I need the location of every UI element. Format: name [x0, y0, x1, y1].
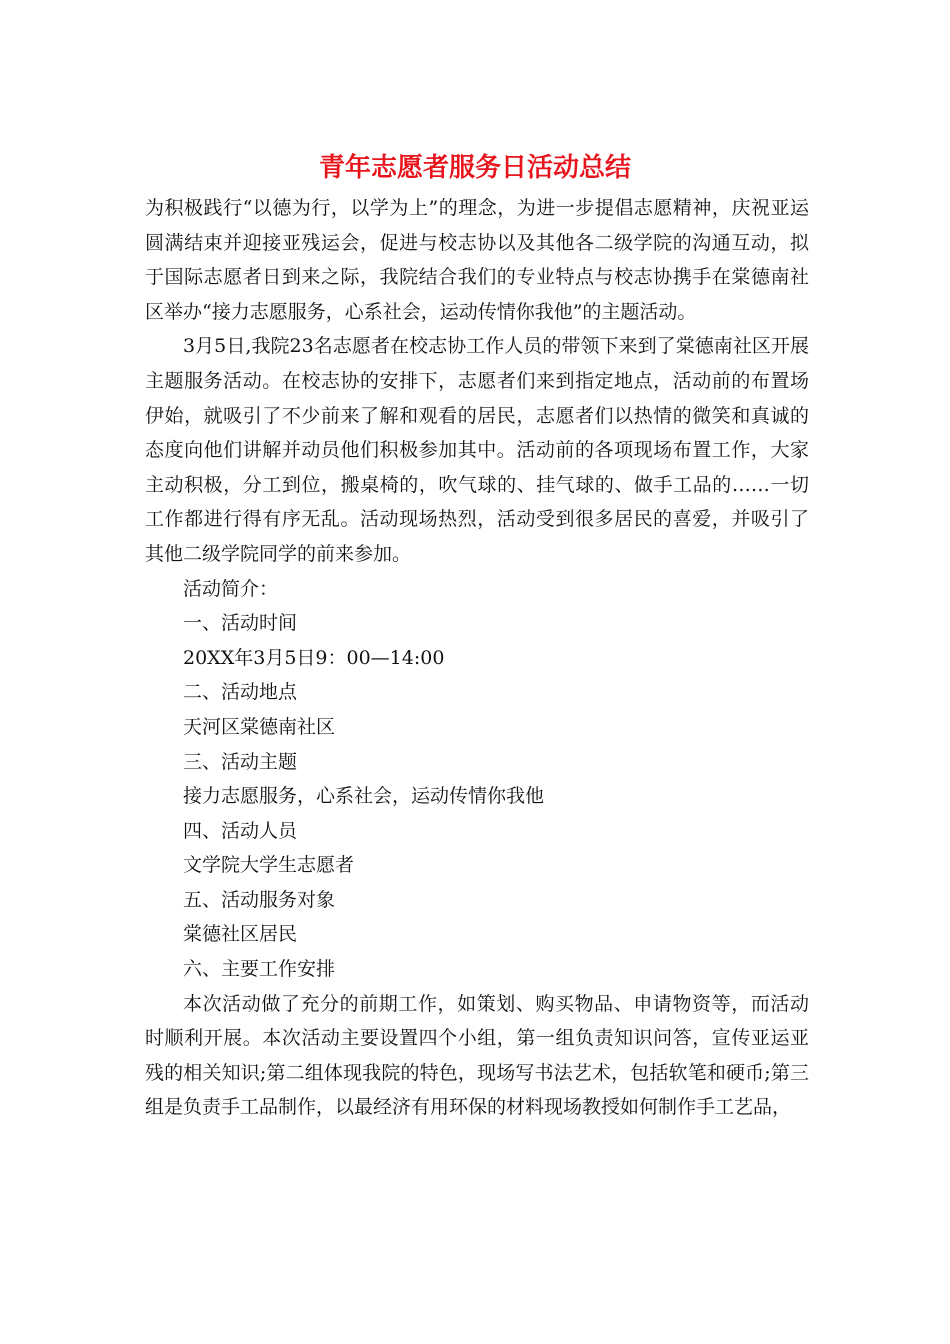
activity-paragraph: 3月5日,我院23名志愿者在校志协工作人员的带领下来到了棠德南社区开展主题服务活动。在校志协的安排下，志愿者们来到指定地点，活动前的布置场伊始，就吸引了不少前来了解和观看的居民，志愿者们以热情的微笑和真诚的态度向他们讲解并动员他们积极参加其中。活动前的各项现场布置工作，大家主动积极，分工到位，搬桌椅的，吹气球的、挂气球的、做手工品的……一切工作都进行得有序无乱。活动现场热烈，活动受到很多居民的喜爱，并吸引了其他二级学院同学的前来参加。 — [145, 335, 809, 565]
intro-paragraph: 为积极践行“以德为行，以学为上”的理念，为进一步提倡志愿精神，庆祝亚运圆满结束并迎接亚残运会，促进与校志协以及其他各二级学院的沟通互动，拟于国际志愿者日到来之际，我院结合我们的专业特点与校志协携手在棠德南社区举办“接力志愿服务，心系社会，运动传情你我他”的主题活动。 — [145, 197, 809, 323]
activity-theme-value: 接力志愿服务，心系社会，运动传情你我他 — [183, 785, 545, 808]
activity-participants-value: 文学院大学生志愿者 — [183, 854, 355, 877]
document-body — [145, 191, 809, 1125]
section-heading-participants: 四、活动人员 — [183, 819, 298, 842]
section-heading-location: 二、活动地点 — [183, 681, 298, 704]
section-heading-time: 一、活动时间 — [183, 612, 298, 635]
activity-location-value: 天河区棠德南社区 — [183, 715, 336, 738]
section-heading-arrangement: 六、主要工作安排 — [183, 958, 336, 981]
arrangement-paragraph: 本次活动做了充分的前期工作，如策划、购买物品、申请物资等，而活动时顺利开展。本次活动主要设置四个小组，第一组负责知识问答，宣传亚运亚残的相关知识;第二组体现我院的特色，现场写书法艺术，包括软笔和硬币;第三组是负责手工品制作，以最经济有用环保的材料现场教授如何制作手工艺品， — [145, 992, 809, 1119]
document-title: 青年志愿者服务日活动总结 — [318, 153, 631, 183]
section-heading-theme: 三、活动主题 — [183, 750, 298, 773]
activity-time-value: 20XX年3月5日9：00—14:00 — [183, 646, 445, 669]
activity-audience-value: 棠德社区居民 — [183, 923, 298, 946]
section-heading-audience: 五、活动服务对象 — [183, 888, 336, 911]
section-heading-intro: 活动简介： — [183, 577, 279, 600]
